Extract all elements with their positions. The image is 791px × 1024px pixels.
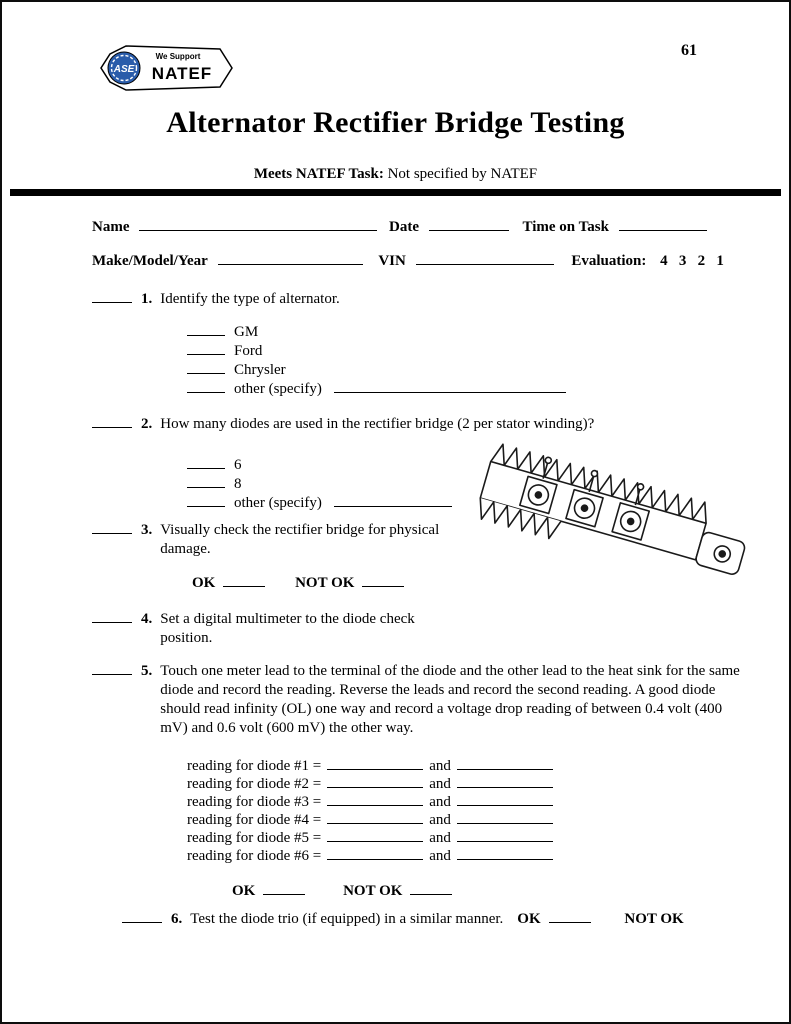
logo-we-support-text: We Support [155,52,201,61]
mounting-hole-center [719,550,726,557]
diode-3-reading-row [187,793,752,811]
option-other-1-specify-blank [334,380,566,393]
diode-5-reading-label: reading for diode #5 = [187,830,322,846]
diode-2-reading-blank-b [457,775,553,788]
question-6-text: Test the diode trio (if equipped) in a similar manner. [190,911,504,927]
and-label: and [429,848,451,864]
rectifier-bridge-illustration [468,422,768,622]
question-5-ok-blank [263,882,305,895]
question-6-number: 6. [171,911,183,927]
diode-5-reading-blank-a [327,829,423,842]
option-other-2-label: other (specify) [234,495,322,511]
and-label: and [429,830,451,846]
time-on-task-label: Time on Task [522,219,609,235]
option-6-blank [187,456,225,469]
option-ford-label: Ford [234,343,263,359]
diode-4-reading-blank-a [327,811,423,824]
option-ford [187,342,575,361]
option-chrysler [187,361,575,380]
diode-3-terminal [627,518,634,525]
diode-6-reading-row [187,847,752,865]
option-8-label: 8 [234,476,242,492]
diode-5-reading-row [187,829,752,847]
diode-2-pin-tip [591,470,598,477]
option-8-blank [187,475,225,488]
question-3-checkoff-blank [92,521,132,534]
question-5-text: Touch one meter lead to the terminal of the diode and the other lead to the heat sink for the same diode and record the reading. Reverse the leads and record the second reading. A good diode should read infinity (OL) one way and record a voltage drop reading of between 0.4 volt (400 mV) and 0.6 volt (600 mV) the other way. [160,663,740,736]
diode-3-reading-blank-b [457,793,553,806]
diode-3-reading-blank-a [327,793,423,806]
vehicle-row [92,252,724,270]
question-3-ok-blank [223,574,265,587]
name-label: Name [92,219,130,235]
rectifier-bridge-drawing [468,422,768,617]
meets-task-label: Meets NATEF Task: [253,166,384,182]
question-1-number: 1. [141,291,153,307]
diode-3-pin-tip [637,483,644,490]
and-label: and [429,758,451,774]
name-blank [139,218,377,231]
page-title: Alternator Rectifier Bridge Testing [166,106,625,139]
meets-task-line [2,166,789,183]
natef-logo [98,42,234,99]
make-model-year-label: Make/Model/Year [92,253,208,269]
question-3-number: 3. [141,522,153,538]
vin-blank [416,252,554,265]
option-6-label: 6 [234,457,242,473]
question-5-not-ok-blank [410,882,452,895]
option-gm-blank [187,323,225,336]
diode-3-reading-label: reading for diode #3 = [187,794,322,810]
question-2-text: How many diodes are used in the rectifier bridge (2 per stator winding)? [160,416,595,432]
question-1-text: Identify the type of alternator. [160,291,340,307]
and-label: and [429,812,451,828]
date-label: Date [389,219,419,235]
question-4 [92,610,450,648]
option-other-2-specify-blank [334,494,452,507]
diode-1-reading-blank-a [327,757,423,770]
and-label: and [429,794,451,810]
question-4-checkoff-blank [92,610,132,623]
question-5-checkoff-blank [92,662,132,675]
page-number: 61 [681,42,697,59]
diode-4-reading-row [187,811,752,829]
question-6-ok-label: OK [517,911,541,927]
and-label: and [429,776,451,792]
evaluation-values: 4 3 2 1 [660,253,724,269]
evaluation-label: Evaluation: [571,253,647,269]
question-5-ok-label: OK [232,883,256,899]
diode-5-reading-blank-b [457,829,553,842]
diode-2-reading-row [187,775,752,793]
option-other-1 [187,380,575,399]
diode-1-pin-tip [545,457,552,464]
question-2-number: 2. [141,416,153,432]
option-gm [187,323,575,342]
diode-1-terminal [535,491,542,498]
question-3 [92,521,460,592]
diode-4-reading-label: reading for diode #4 = [187,812,322,828]
option-chrysler-blank [187,361,225,374]
diode-2-reading-blank-a [327,775,423,788]
diode-1-reading-blank-b [457,757,553,770]
vin-label: VIN [378,253,406,269]
option-other-1-blank [187,380,225,393]
diode-6-reading-label: reading for diode #6 = [187,848,322,864]
diode-6-reading-blank-a [327,847,423,860]
diode-2-terminal [581,504,588,511]
question-6-ok-blank [549,910,591,923]
diode-readings [187,757,752,865]
question-1-checkoff-blank [92,290,132,303]
diode-4-reading-blank-b [457,811,553,824]
divider-rule [10,189,781,196]
question-5-not-ok-label: NOT OK [343,883,403,899]
logo-natef-text: NATEF [151,64,213,83]
question-3-not-ok-blank [362,574,404,587]
option-other-1-label: other (specify) [234,381,322,397]
question-3-not-ok-label: NOT OK [295,575,355,591]
question-4-number: 4. [141,611,153,627]
option-ford-blank [187,342,225,355]
option-chrysler-label: Chrysler [234,362,286,378]
question-1 [92,290,575,399]
question-1-options [187,323,575,399]
question-5-ok-line [232,882,752,900]
diode-1-reading-label: reading for diode #1 = [187,758,322,774]
name-row [92,218,707,236]
make-model-year-blank [218,252,363,265]
meets-task-value: Not specified by NATEF [387,166,538,182]
time-on-task-blank [619,218,707,231]
question-3-ok-line [192,574,460,592]
question-6-not-ok-label: NOT OK [624,911,684,927]
question-6-ok-line [517,910,683,928]
diode-1-reading-row [187,757,752,775]
question-3-ok-label: OK [192,575,216,591]
date-blank [429,218,509,231]
question-6-checkoff-blank [122,910,162,923]
option-other-2-blank [187,494,225,507]
natef-logo-graphic [98,42,234,94]
diode-6-reading-blank-b [457,847,553,860]
question-2-checkoff-blank [92,415,132,428]
question-4-text: Set a digital multimeter to the diode check position. [160,611,415,646]
question-6 [122,910,729,929]
question-5 [92,662,752,900]
diode-2-reading-label: reading for diode #2 = [187,776,322,792]
option-gm-label: GM [234,324,259,340]
question-5-number: 5. [141,663,153,679]
logo-ase-text: ASE [113,64,135,75]
question-3-text: Visually check the rectifier bridge for physical damage. [160,522,440,557]
